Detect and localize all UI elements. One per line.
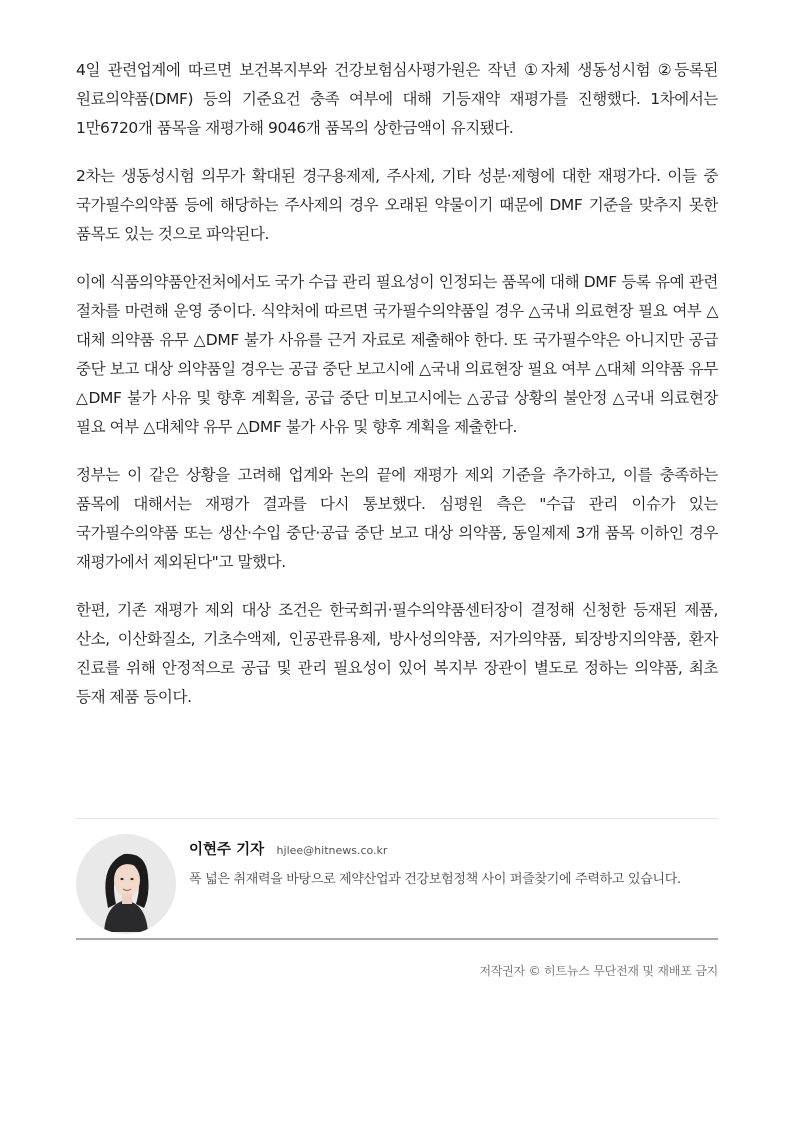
article-paragraph: 한편, 기존 재평가 제외 대상 조건은 한국희귀·필수의약품센터장이 결정해 신청한 등재된 제품, 산소, 이산화질소, 기초수액제, 인공관류용제, 방사성의약품, 저가의약품, 퇴장방지의약품, 환자 진료를 위해 안정적으로 공급 및 관리 필요성이 있어 복지부 장관이 별도로 정하는 의약품, 최초 등재 제품 등이다. — [76, 601, 718, 706]
copyright-notice: 저작권자 © 히트뉴스 무단전재 및 재배포 금지 — [479, 964, 718, 978]
author-avatar[interactable] — [76, 834, 176, 934]
article-paragraph: 2차는 생동성시험 의무가 확대된 경구용제제, 주사제, 기타 성분·제형에 대한 재평가다. 이들 중 국가필수의약품 등에 해당하는 주사제의 경우 오래된 약물이기 때문에 DMF 기준을 맞추지 못한 품목도 있는 것으로 파악된다. — [76, 167, 718, 243]
author-photo — [76, 834, 176, 934]
author-description: 폭 넓은 취재력을 바탕으로 제약산업과 건강보험정책 사이 퍼즐찾기에 주력하고 있습니다. — [189, 872, 681, 887]
article-paragraph: 이에 식품의약품안전처에서도 국가 수급 관리 필요성이 인정되는 품목에 대해 DMF 등록 유예 관련 절차를 마련해 운영 중이다. 식약처에 따르면 국가필수의약품일 경우 △국내 의료현장 필요 여부 △대체 의약품 유무 △DMF 불가 사유를 근거 자료로 제출해야 한다. 또 국가필수약은 아니지만 공급 중단 보고 대상 의약품일 경우는 공급 중단 보고시에 △국내 의료현장 필요 여부 △대체 의약품 유무 △DMF 불가 사유 및 향후 계획을, 공급 중단 미보고시에는 △공급 상황의 불안정 △국내 의료현장 필요 여부 △대체약 유무 △DMF 불가 사유 및 향후 계획을 제출한다. — [76, 273, 719, 436]
author-header — [189, 841, 714, 860]
author-email[interactable]: hjlee@hitnews.co.kr — [276, 844, 388, 857]
article-paragraph: 4일 관련업계에 따르면 보건복지부와 건강보험심사평가원은 작년 ①자체 생동성시험 ②등록된 원료의약품(DMF) 등의 기준요건 충족 여부에 대해 기등재약 재평가를 진행했다. 1차에서는 1만6720개 품목을 재평가해 9046개 품목의 상한금액이 유지됐다. — [76, 61, 718, 137]
article-paragraph: 정부는 이 같은 상황을 고려해 업계와 논의 끝에 재평가 제외 기준을 추가하고, 이를 충족하는 품목에 대해서는 재평가 결과를 다시 통보했다. 심평원 측은 "수급 관리 이슈가 있는 국가필수의약품 또는 생산·수입 중단·공급 중단 보고 대상 의약품, 동일제제 3개 품목 이하인 경우 재평가에서 제외된다"고 말했다. — [76, 466, 718, 571]
article-body — [76, 56, 718, 731]
author-info — [189, 841, 714, 890]
author-name[interactable]: 이현주 기자 — [189, 842, 265, 858]
author-byline — [76, 818, 718, 940]
